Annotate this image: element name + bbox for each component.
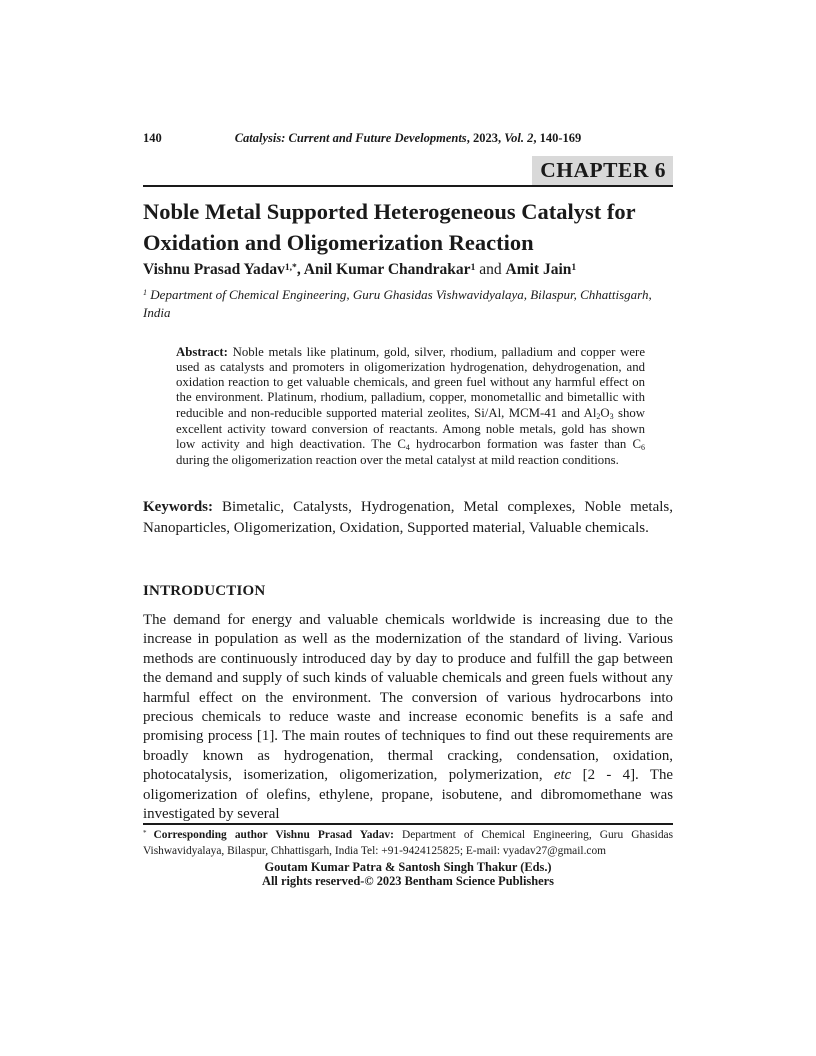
running-head [143,131,673,146]
chapter-title-line-2: Oxidation and Oligomerization Reaction [143,230,534,255]
header-rule [143,185,673,187]
authors-line: Vishnu Prasad Yadav$^{1,*}$, Anil Kumar Chandrakar$^1$ and Amit Jain$^1$ [143,261,577,278]
footnote-divider [143,823,673,825]
intro-paragraph: The demand for energy and valuable chemicals worldwide is increasing due to the increase in population as well as the modernization of the standard of living. Various methods are continuously introduced day by day to produce and fulfill the gap between the demand and supply of such kinds of valuable chemicals and green fuels without any harmful effect on the environment. The conversion of various hydrocarbons into precious chemicals to reduce waste and increase economic benefits is a safe and promising process [1]. The main routes of techniques to find out these requirements are broadly known as hydrogenation, thermal cracking, condensation, oxidation, photocatalysis, isomerization, oligomerization, polymerization, etc [2 - 4]. The oligomerization of olefins, ethylene, propane, isobutene, and dibromomethane was investigated by several [143,612,674,823]
chapter-title [143,196,688,258]
section-heading-introduction: INTRODUCTION [143,583,266,599]
publisher-block [143,860,673,889]
editors-line: Goutam Kumar Patra & Santosh Singh Thakur (Eds.) [264,860,552,874]
affiliation: $^1$ Department of Chemical Engineering, Guru Ghasidas Vishwavidyalaya, Bilaspur, Chhattisgarh, India [143,287,652,320]
abstract: Abstract: Noble metals like platinum, gold, silver, rhodium, palladium and copper were used as catalysts and promoters in oligomerization hydrogenation, dehydrogenation, and oxidation reaction to get valuable chemicals, and green fuel without any harmful effect on the environment. Platinum, rhodium, palladium, copper, monometallic and bimetallic with reducible and non-reducible supported material zeolites, Si/Al, MCM-41 and Al2O3 show excellent activity toward conversion of reactants. Among noble metals, gold has shown low activity and high deactivation. The C4 hydrocarbon formation was faster than C6 during the oligomerization reaction over the metal catalyst at mild reaction conditions. [176,345,645,468]
chapter-badge: CHAPTER 6 [532,156,673,185]
chapter-title-line-1: Noble Metal Supported Heterogeneous Catalyst for [143,199,636,224]
footnote-corresponding-author: * Corresponding author Vishnu Prasad Yadav: Department of Chemical Engineering, Guru Ghasidas Vishwavidyalaya, Bilaspur, Chhattisgarh, India Tel: +91-9424125825; E-mail: vyadav27@gmail.com [143,828,674,857]
copyright-line: All rights reserved-© 2023 Bentham Science Publishers [262,874,554,889]
running-head-text: Catalysis: Current and Future Developments, 2023, Vol. 2, 140-169 [234,131,582,145]
page-number: 140 [143,131,162,145]
keywords: Keywords: Bimetalic, Catalysts, Hydrogenation, Metal complexes, Noble metals, Nanoparticles, Oligomerization, Oxidation, Supported material, Valuable chemicals. [143,499,673,536]
